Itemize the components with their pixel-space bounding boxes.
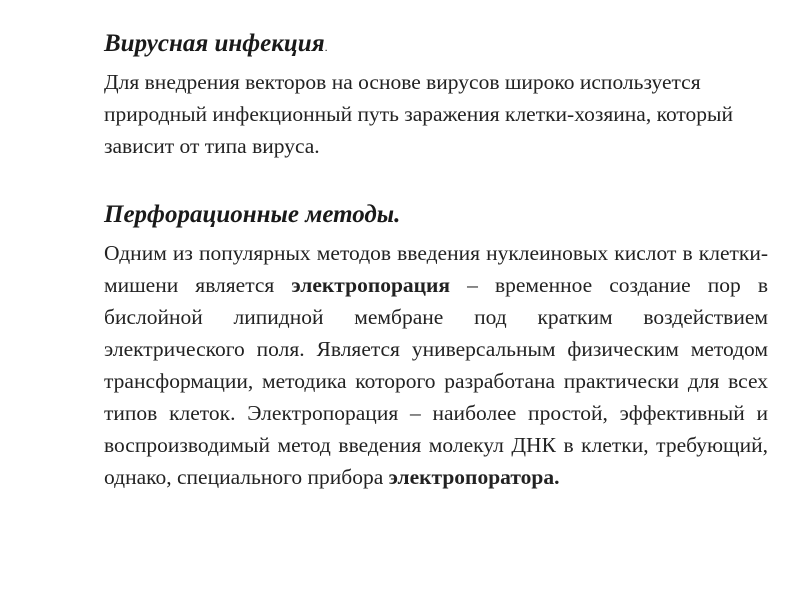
perforation-text-part1: Одним из популярных методов введения нуклеиновых кислот в клетки-мишени является xyxy=(104,241,768,297)
term-electroporator: электропоратора. xyxy=(388,465,560,489)
section-viral-infection-title: Вирусная инфекция xyxy=(104,30,325,57)
section-perforation-methods-text xyxy=(104,237,768,493)
section-perforation-methods-heading: Перфорационные методы. xyxy=(104,201,401,228)
section-viral-infection-title-dot: . xyxy=(324,40,328,54)
section-viral-infection-text: Для внедрения векторов на основе вирусов широко используется природный инфекционный путь заражения клетки-хозяина, который зависит от типа вируса. xyxy=(104,70,733,158)
term-electroporation: электропорация xyxy=(291,273,451,297)
perforation-text-part2: – временное создание пор в бислойной липидной мембране под кратким воздействием электрического поля. Является универсальным физическим методом трансформации, методика которого разработана практически для всех типов клеток. Электропорация – наиболее простой, эффективный и воспроизводимый метод введения молекул ДНК в клетки, требующий, однако, специального прибора xyxy=(104,273,768,489)
section-viral-infection-heading xyxy=(104,29,768,62)
